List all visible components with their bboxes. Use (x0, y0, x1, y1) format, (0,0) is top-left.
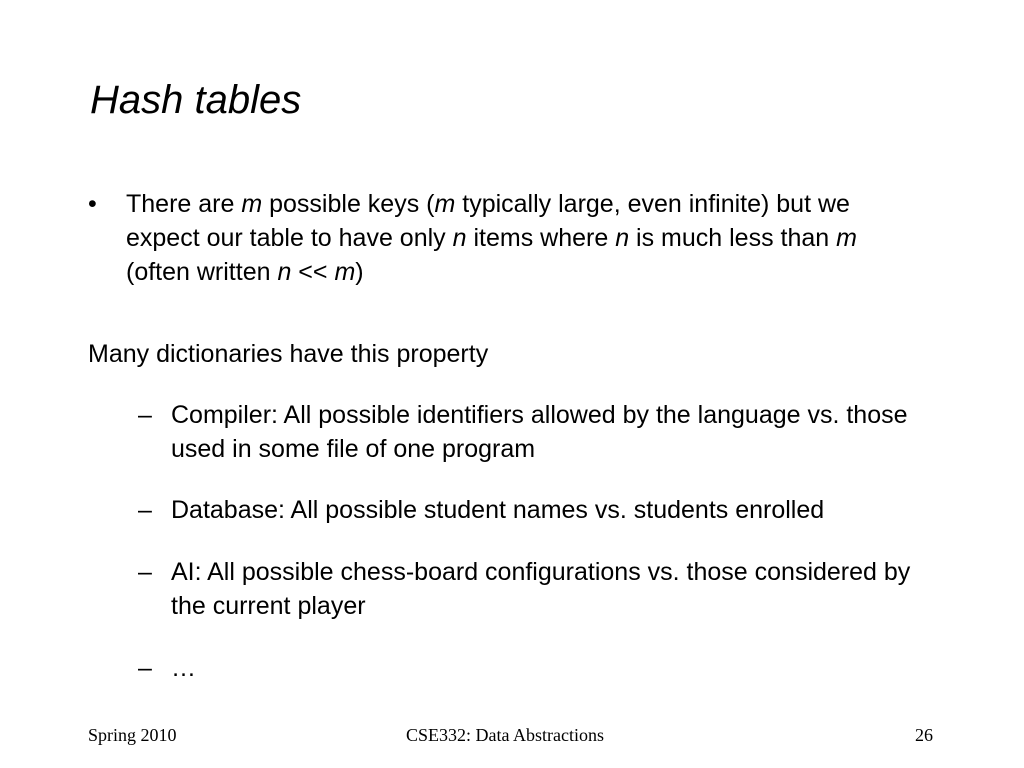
var-m: m (836, 224, 857, 252)
var-m: m (334, 258, 356, 286)
bullet-text-part: ) (355, 258, 364, 286)
slide-title: Hash tables (90, 78, 302, 122)
bullet-text-part: items where (466, 224, 616, 252)
bullet-text-part: possible keys ( (262, 190, 435, 218)
var-m: m (434, 190, 456, 218)
sub-marker: – (138, 496, 152, 524)
footer-page-number: 26 (915, 725, 933, 745)
bullet-marker: • (88, 190, 97, 218)
bullet-text-part: is much less than (629, 224, 837, 252)
sub-marker: – (138, 654, 152, 682)
var-m: m (241, 190, 263, 218)
footer-course: CSE332: Data Abstractions (406, 725, 604, 745)
bullet-text-part: (often written (126, 258, 278, 286)
sub-marker: – (138, 401, 152, 429)
bullet-text-part: typically large, even infinite) but we expect our table to have only (126, 190, 850, 252)
bullet-text-part: There are (126, 190, 242, 218)
plain-paragraph: Many dictionaries have this property (88, 340, 489, 368)
var-n: n (277, 258, 292, 286)
sub-item-text: Compiler: All possible identifiers allowed by the language vs. those used in some file of one program (171, 401, 908, 463)
footer-date: Spring 2010 (88, 725, 177, 745)
sub-item-text: … (171, 654, 196, 682)
bullet-text (126, 187, 926, 289)
sub-marker: – (138, 558, 152, 586)
var-n: n (452, 224, 467, 252)
bullet-text-part: << (291, 258, 335, 286)
var-n: n (615, 224, 630, 252)
sub-item-text: AI: All possible chess-board configurations vs. those considered by the current player (171, 558, 911, 620)
sub-item-text: Database: All possible student names vs. students enrolled (171, 496, 825, 524)
